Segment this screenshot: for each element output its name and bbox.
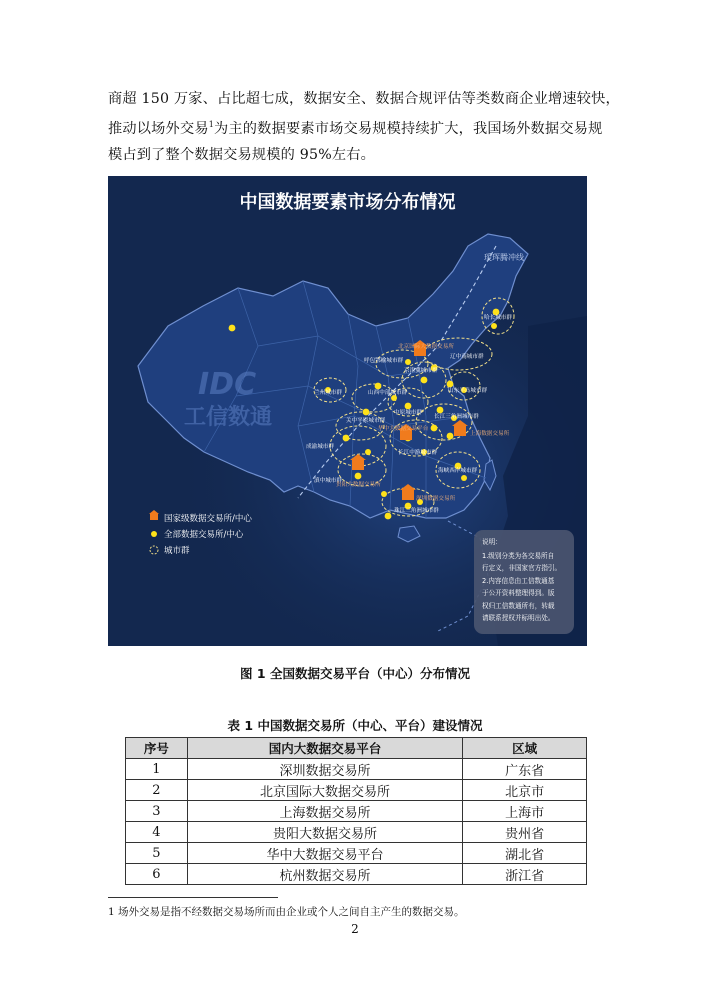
cell-platform: 北京国际大数据交易所 [187, 780, 462, 801]
table-row [126, 759, 587, 780]
label-shanxi: 山西中部城市群 [368, 390, 408, 396]
cell-index: 6 [126, 864, 188, 885]
china-data-market-map [108, 176, 587, 646]
watermark-name: 工信数通 [184, 405, 273, 430]
note-line-4: 于公开资料整理得到。版 [482, 589, 555, 597]
label-zhujiang: 珠江三角洲城市群 [394, 508, 439, 514]
map-svg [108, 176, 587, 646]
table-caption: 表 1 中国数据交易所（中心、平台）建设情况 [227, 718, 483, 733]
table-row [126, 780, 587, 801]
label-liaoning: 辽中南城市群 [450, 354, 484, 360]
body-line-2 [108, 112, 608, 142]
aihui-line-label: 瑷珲腾冲线 [484, 253, 524, 262]
label-jingjinji: 京津冀城市群 [404, 368, 438, 374]
cell-region: 浙江省 [463, 864, 587, 885]
label-chengyu: 成渝城市群 [306, 444, 334, 450]
header-region: 区域 [463, 738, 587, 759]
legend-all-label: 全部数据交易所/中心 [164, 530, 244, 540]
label-zhongyuan: 中原城市群 [394, 410, 422, 416]
note-line-6: 请联系授权并标明出处。 [482, 614, 555, 622]
cell-index: 2 [126, 780, 188, 801]
figure-caption: 图 1 全国数据交易平台（中心）分布情况 [240, 666, 470, 681]
cell-region: 上海市 [463, 801, 587, 822]
label-guiyang-exchange: 贵阳大数据交易所 [336, 482, 381, 488]
exchange-table [125, 737, 587, 885]
table-row [126, 822, 587, 843]
header-platform: 国内大数据交易平台 [187, 738, 462, 759]
body-line-2-start: 推动以场外交易 [108, 121, 209, 137]
note-line-3: 2.内容信息由工信数通基 [482, 577, 555, 585]
label-huhe: 呼包鄂榆城市群 [364, 358, 404, 364]
footnote: 1 场外交易是指不经数据交易场所而由企业或个人之间自主产生的数据交易。 [108, 906, 465, 918]
table-header-row [126, 738, 587, 759]
body-line-2-end: 为主的数据要素市场交易规模持续扩大，我国场外数据交易规 [214, 121, 603, 137]
map-title: 中国数据要素市场分布情况 [239, 192, 456, 213]
table-row [126, 801, 587, 822]
label-harbin: 哈长城市群 [484, 315, 512, 321]
cell-platform: 杭州数据交易所 [187, 864, 462, 885]
page-number: 2 [351, 922, 359, 936]
cell-index: 3 [126, 801, 188, 822]
cell-platform: 华中大数据交易平台 [187, 843, 462, 864]
header-index: 序号 [126, 738, 188, 759]
label-beijing-exchange: 北京国际大数据交易所 [398, 344, 454, 350]
note-line-2: 行定义，非国家官方指引。 [482, 564, 562, 572]
cell-index: 4 [126, 822, 188, 843]
label-haixi: 海峡西岸城市群 [438, 468, 478, 474]
label-lanzhou: 兰州城市群 [314, 390, 342, 396]
body-line-1: 商超 150 万家、占比超七成，数据安全、数据合规评估等类数商企业增速较快， [108, 91, 620, 107]
legend-dot-icon [151, 531, 157, 537]
cell-region: 北京市 [463, 780, 587, 801]
note-line-5: 权归工信数通所有，转载 [482, 602, 555, 610]
label-shandong: 山东半岛城市群 [448, 388, 488, 394]
cell-platform: 深圳数据交易所 [187, 759, 462, 780]
label-shenzhen-exchange: 深圳数据交易所 [416, 496, 456, 502]
note-title: 说明： [482, 538, 502, 546]
cell-region: 湖北省 [463, 843, 587, 864]
cell-platform: 上海数据交易所 [187, 801, 462, 822]
note-line-1: 1.级别分类为各交易所自 [482, 552, 555, 560]
body-line-3: 模占到了整个数据交易规模的 95%左右。 [108, 147, 376, 163]
cell-region: 广东省 [463, 759, 587, 780]
table-row [126, 864, 587, 885]
watermark-idc: IDC [198, 367, 257, 402]
footnote-divider [108, 897, 278, 898]
label-dianzhong: 滇中城市群 [314, 478, 342, 484]
label-shanghai-exchange: 上海数据交易所 [470, 431, 510, 437]
cell-region: 贵州省 [463, 822, 587, 843]
table-row [126, 843, 587, 864]
label-changjiang: 长江三角洲城市群 [434, 414, 479, 420]
label-guanzhong: 关中平原城市群 [346, 418, 386, 424]
note-box [474, 530, 574, 634]
label-changjiangzhongyou: 长江中游城市群 [398, 450, 438, 456]
footnote-ref[interactable]: 1 [208, 120, 215, 129]
label-huazhong: 华中大数据交易平台 [378, 426, 429, 432]
cell-index: 5 [126, 843, 188, 864]
cell-platform: 贵阳大数据交易所 [187, 822, 462, 843]
legend-cluster-label: 城市群 [164, 546, 190, 556]
body-paragraph [108, 86, 620, 168]
legend-national-label: 国家级数据交易所/中心 [164, 514, 252, 524]
cell-index: 1 [126, 759, 188, 780]
